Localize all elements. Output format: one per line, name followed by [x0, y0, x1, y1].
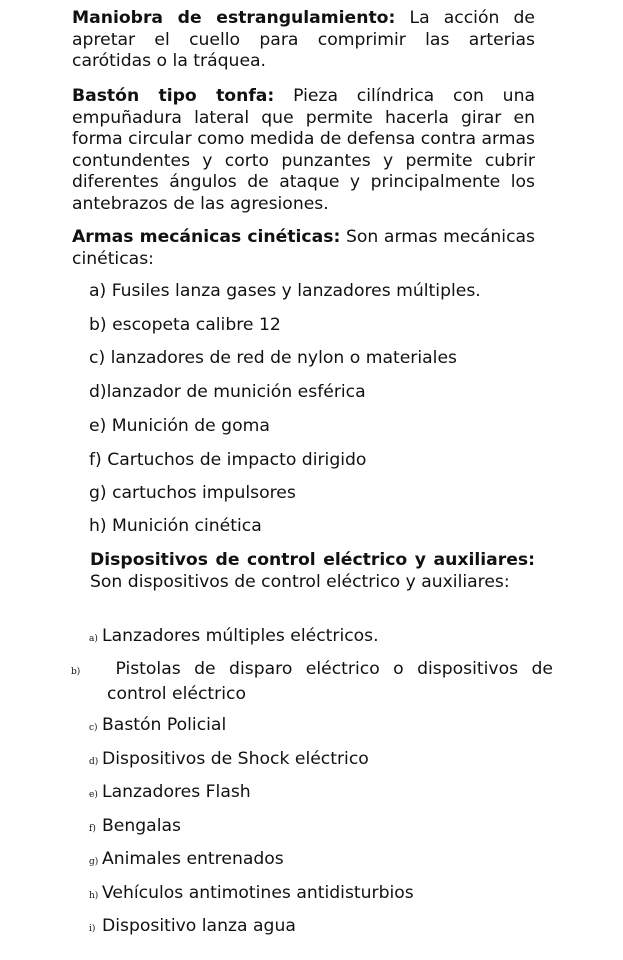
electric-list-item	[89, 749, 539, 774]
list-item-text: Dispositivo lanza agua	[102, 916, 296, 936]
electric-list-item	[89, 849, 539, 874]
definition-text: Son dispositivos de control eléctrico y auxiliares:	[90, 571, 510, 592]
list-item-text: Animales entrenados	[102, 849, 284, 869]
definition-term: Bastón tipo tonfa:	[72, 86, 275, 106]
list-marker: a)	[89, 634, 98, 644]
electric-list-item	[89, 626, 539, 651]
electric-list-item	[89, 816, 539, 841]
list-item-text: Lanzadores múltiples eléctricos.	[102, 626, 379, 646]
list-item-text: Lanzadores Flash	[102, 782, 251, 802]
mechanical-list-item: a) Fusiles lanza gases y lanzadores múltiples.	[89, 281, 481, 301]
mechanical-list-item: b) escopeta calibre 12	[89, 315, 281, 335]
electric-list-item	[89, 883, 539, 908]
list-item-text: Bastón Policial	[102, 715, 227, 735]
list-item-text: Dispositivos de Shock eléctrico	[102, 749, 369, 769]
electric-list-item	[89, 715, 539, 740]
list-item-text: Bengalas	[102, 816, 181, 836]
list-marker: c)	[89, 723, 98, 733]
electric-section-heading	[90, 550, 535, 593]
list-marker: d)	[89, 757, 99, 767]
mechanical-list-item: f) Cartuchos de impacto dirigido	[89, 450, 367, 470]
definition-text: Son armas mecánicas cinéticas:	[72, 227, 536, 269]
mechanical-list-item: g) cartuchos impulsores	[89, 483, 296, 503]
definition-text: La acción de apretar el cuello para comprimir las arterias carótidas o la tráquea.	[72, 8, 535, 71]
list-item-text: Pistolas de disparo eléctrico o dispositivos de control eléctrico	[107, 659, 554, 704]
list-marker: g)	[89, 857, 99, 867]
definition-term: Dispositivos de control eléctrico y auxiliares:	[90, 550, 535, 570]
electric-list-item	[71, 659, 554, 705]
definition-text: Pieza cilíndrica con una empuñadura lateral que permite hacerla girar en forma circular como medida de defensa contra armas contundentes y corto punzantes y permite cubrir diferentes ángulos de ataque y principalmente los antebrazos de las agresiones.	[72, 86, 535, 214]
list-marker: b)	[71, 667, 81, 677]
definition-tonfa	[72, 86, 535, 215]
definition-armas-cineticas	[72, 227, 535, 270]
list-item-text: Vehículos antimotines antidisturbios	[102, 883, 414, 903]
electric-list-item	[89, 782, 539, 807]
mechanical-list-item: c) lanzadores de red de nylon o materiales	[89, 348, 457, 368]
electric-list-item	[89, 916, 539, 941]
list-marker: h)	[89, 891, 99, 901]
mechanical-list-item: d)lanzador de munición esférica	[89, 382, 366, 402]
mechanical-list-item: e) Munición de goma	[89, 416, 270, 436]
list-marker: i)	[89, 924, 96, 934]
mechanical-list-item: h) Munición cinética	[89, 516, 262, 536]
definition-term: Armas mecánicas cinéticas:	[72, 227, 341, 247]
list-marker: f)	[89, 824, 96, 834]
definition-term: Maniobra de estrangulamiento:	[72, 8, 396, 28]
list-marker: e)	[89, 790, 98, 800]
definition-estrangulamiento	[72, 8, 535, 73]
